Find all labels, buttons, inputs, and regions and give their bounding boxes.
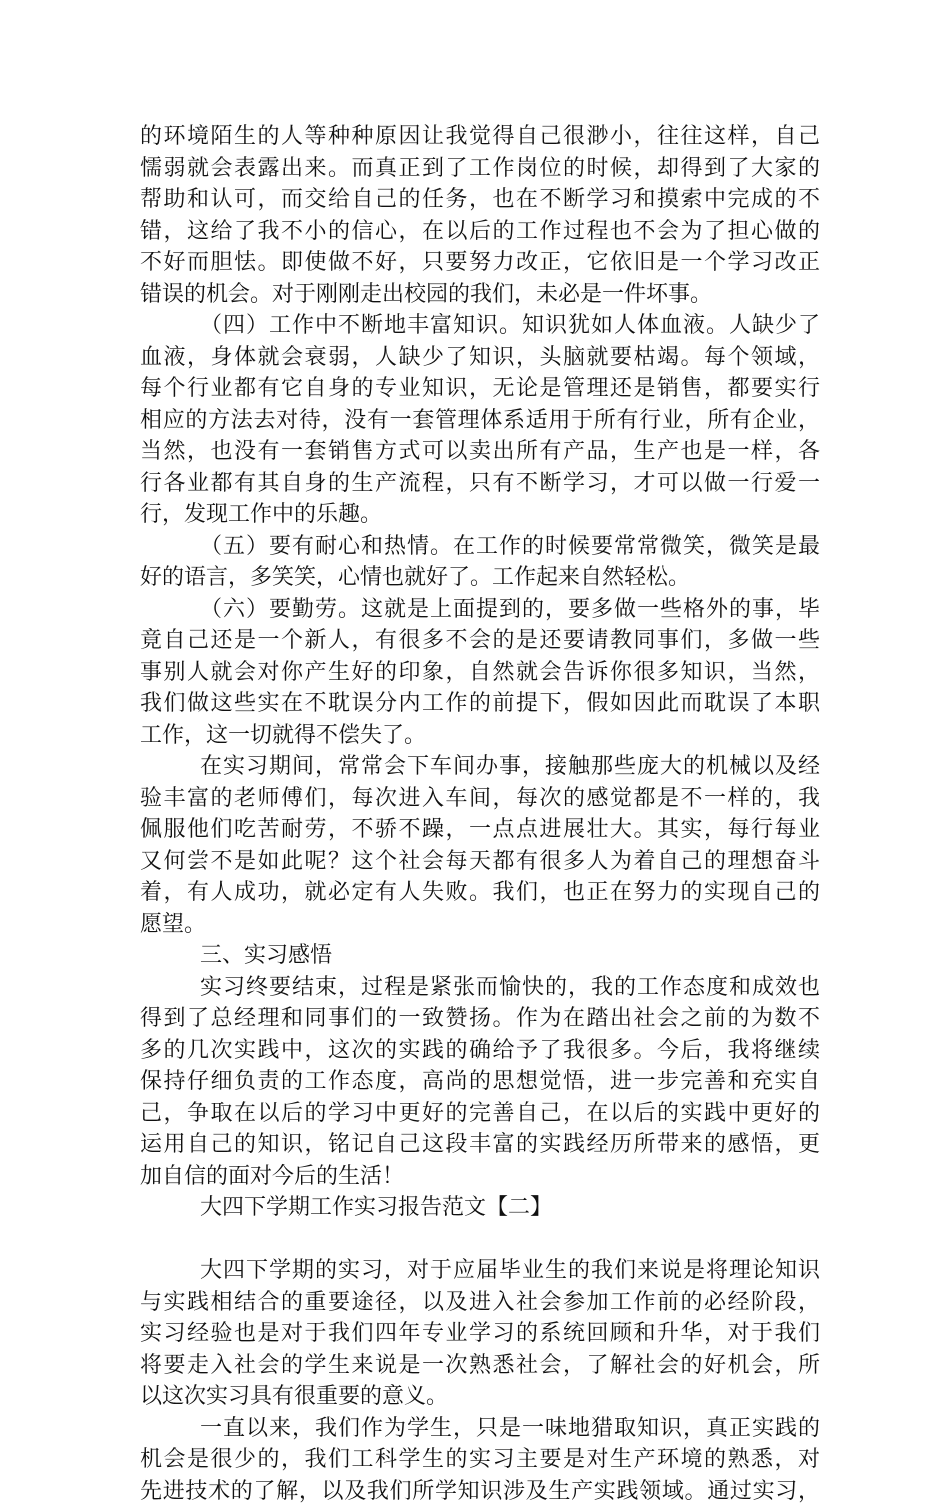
text-line: 将要走入社会的学生来说是一次熟悉社会，了解社会的好机会，所 <box>140 1350 820 1382</box>
blank-line <box>140 1224 820 1256</box>
text-line: 实习终要结束，过程是紧张而愉快的，我的工作态度和成效也 <box>140 972 820 1004</box>
text-line: 三、实习感悟 <box>140 940 820 972</box>
text-line: 实习经验也是对于我们四年专业学习的系统回顾和升华，对于我们 <box>140 1318 820 1350</box>
text-line: 多的几次实践中，这次的实践的确给予了我很多。今后，我将继续 <box>140 1035 820 1067</box>
text-line: 帮助和认可，而交给自己的任务，也在不断学习和摸索中完成的不 <box>140 184 820 216</box>
text-line: 先进技术的了解，以及我们所学知识涉及生产实践领域。通过实习， <box>140 1476 820 1507</box>
text-line: 在实习期间，常常会下车间办事，接触那些庞大的机械以及经 <box>140 751 820 783</box>
text-line: 己，争取在以后的学习中更好的完善自己，在以后的实践中更好的 <box>140 1098 820 1130</box>
text-line: 愿望。 <box>140 909 820 941</box>
text-line: 行，发现工作中的乐趣。 <box>140 499 820 531</box>
paragraph <box>140 310 820 531</box>
text-line: 错，这给了我不小的信心，在以后的工作过程也不会为了担心做的 <box>140 216 820 248</box>
section-heading <box>140 1192 820 1224</box>
text-line: 相应的方法去对待，没有一套管理体系适用于所有行业，所有企业， <box>140 405 820 437</box>
text-line: 行各业都有其自身的生产流程，只有不断学习，才可以做一行爱一 <box>140 468 820 500</box>
text-line: 佩服他们吃苦耐劳，不骄不躁，一点点进展壮大。其实，每行每业 <box>140 814 820 846</box>
text-line: 以这次实习具有很重要的意义。 <box>140 1381 820 1413</box>
text-line: 得到了总经理和同事们的一致赞扬。作为在踏出社会之前的为数不 <box>140 1003 820 1035</box>
text-line: 验丰富的老师傅们，每次进入车间，每次的感觉都是不一样的，我 <box>140 783 820 815</box>
paragraph <box>140 121 820 310</box>
text-line: 机会是很少的，我们工科学生的实习主要是对生产环境的熟悉，对 <box>140 1444 820 1476</box>
text-line: 事别人就会对你产生好的印象，自然就会告诉你很多知识，当然， <box>140 657 820 689</box>
text-line: 大四下学期工作实习报告范文【二】 <box>140 1192 820 1224</box>
text-line: 与实践相结合的重要途径，以及进入社会参加工作前的必经阶段， <box>140 1287 820 1319</box>
text-line: （五）要有耐心和热情。在工作的时候要常常微笑，微笑是最 <box>140 531 820 563</box>
paragraph <box>140 531 820 594</box>
text-line: 血液，身体就会衰弱，人缺少了知识，头脑就要枯竭。每个领域， <box>140 342 820 374</box>
text-line: （四）工作中不断地丰富知识。知识犹如人体血液。人缺少了 <box>140 310 820 342</box>
text-line: 一直以来，我们作为学生，只是一味地猎取知识，真正实践的 <box>140 1413 820 1445</box>
paragraph <box>140 594 820 752</box>
text-line: 着，有人成功，就必定有人失败。我们，也正在努力的实现自己的 <box>140 877 820 909</box>
text-line: （六）要勤劳。这就是上面提到的，要多做一些格外的事，毕 <box>140 594 820 626</box>
text-line: 运用自己的知识，铭记自己这段丰富的实践经历所带来的感悟，更 <box>140 1129 820 1161</box>
paragraph <box>140 1413 820 1507</box>
text-line: 每个行业都有它自身的专业知识，无论是管理还是销售，都要实行 <box>140 373 820 405</box>
text-line: 大四下学期的实习，对于应届毕业生的我们来说是将理论知识 <box>140 1255 820 1287</box>
text-line: 懦弱就会表露出来。而真正到了工作岗位的时候，却得到了大家的 <box>140 153 820 185</box>
text-line: 竟自己还是一个新人，有很多不会的是还要请教同事们，多做一些 <box>140 625 820 657</box>
text-line: 错误的机会。对于刚刚走出校园的我们，未必是一件坏事。 <box>140 279 820 311</box>
text-line: 不好而胆怯。即使做不好，只要努力改正，它依旧是一个学习改正 <box>140 247 820 279</box>
text-line: 保持仔细负责的工作态度，高尚的思想觉悟，进一步完善和充实自 <box>140 1066 820 1098</box>
text-line: 我们做这些实在不耽误分内工作的前提下，假如因此而耽误了本职 <box>140 688 820 720</box>
text-line: 加自信的面对今后的生活！ <box>140 1161 820 1193</box>
text-line: 工作，这一切就得不偿失了。 <box>140 720 820 752</box>
paragraph <box>140 751 820 940</box>
paragraph <box>140 1255 820 1413</box>
section-heading <box>140 940 820 972</box>
text-line: 的环境陌生的人等种种原因让我觉得自己很渺小，往往这样，自己 <box>140 121 820 153</box>
document-body <box>140 121 820 1507</box>
text-line: 又何尝不是如此呢？这个社会每天都有很多人为着自己的理想奋斗 <box>140 846 820 878</box>
text-line: 当然，也没有一套销售方式可以卖出所有产品，生产也是一样，各 <box>140 436 820 468</box>
text-line: 好的语言，多笑笑，心情也就好了。工作起来自然轻松。 <box>140 562 820 594</box>
paragraph <box>140 972 820 1193</box>
